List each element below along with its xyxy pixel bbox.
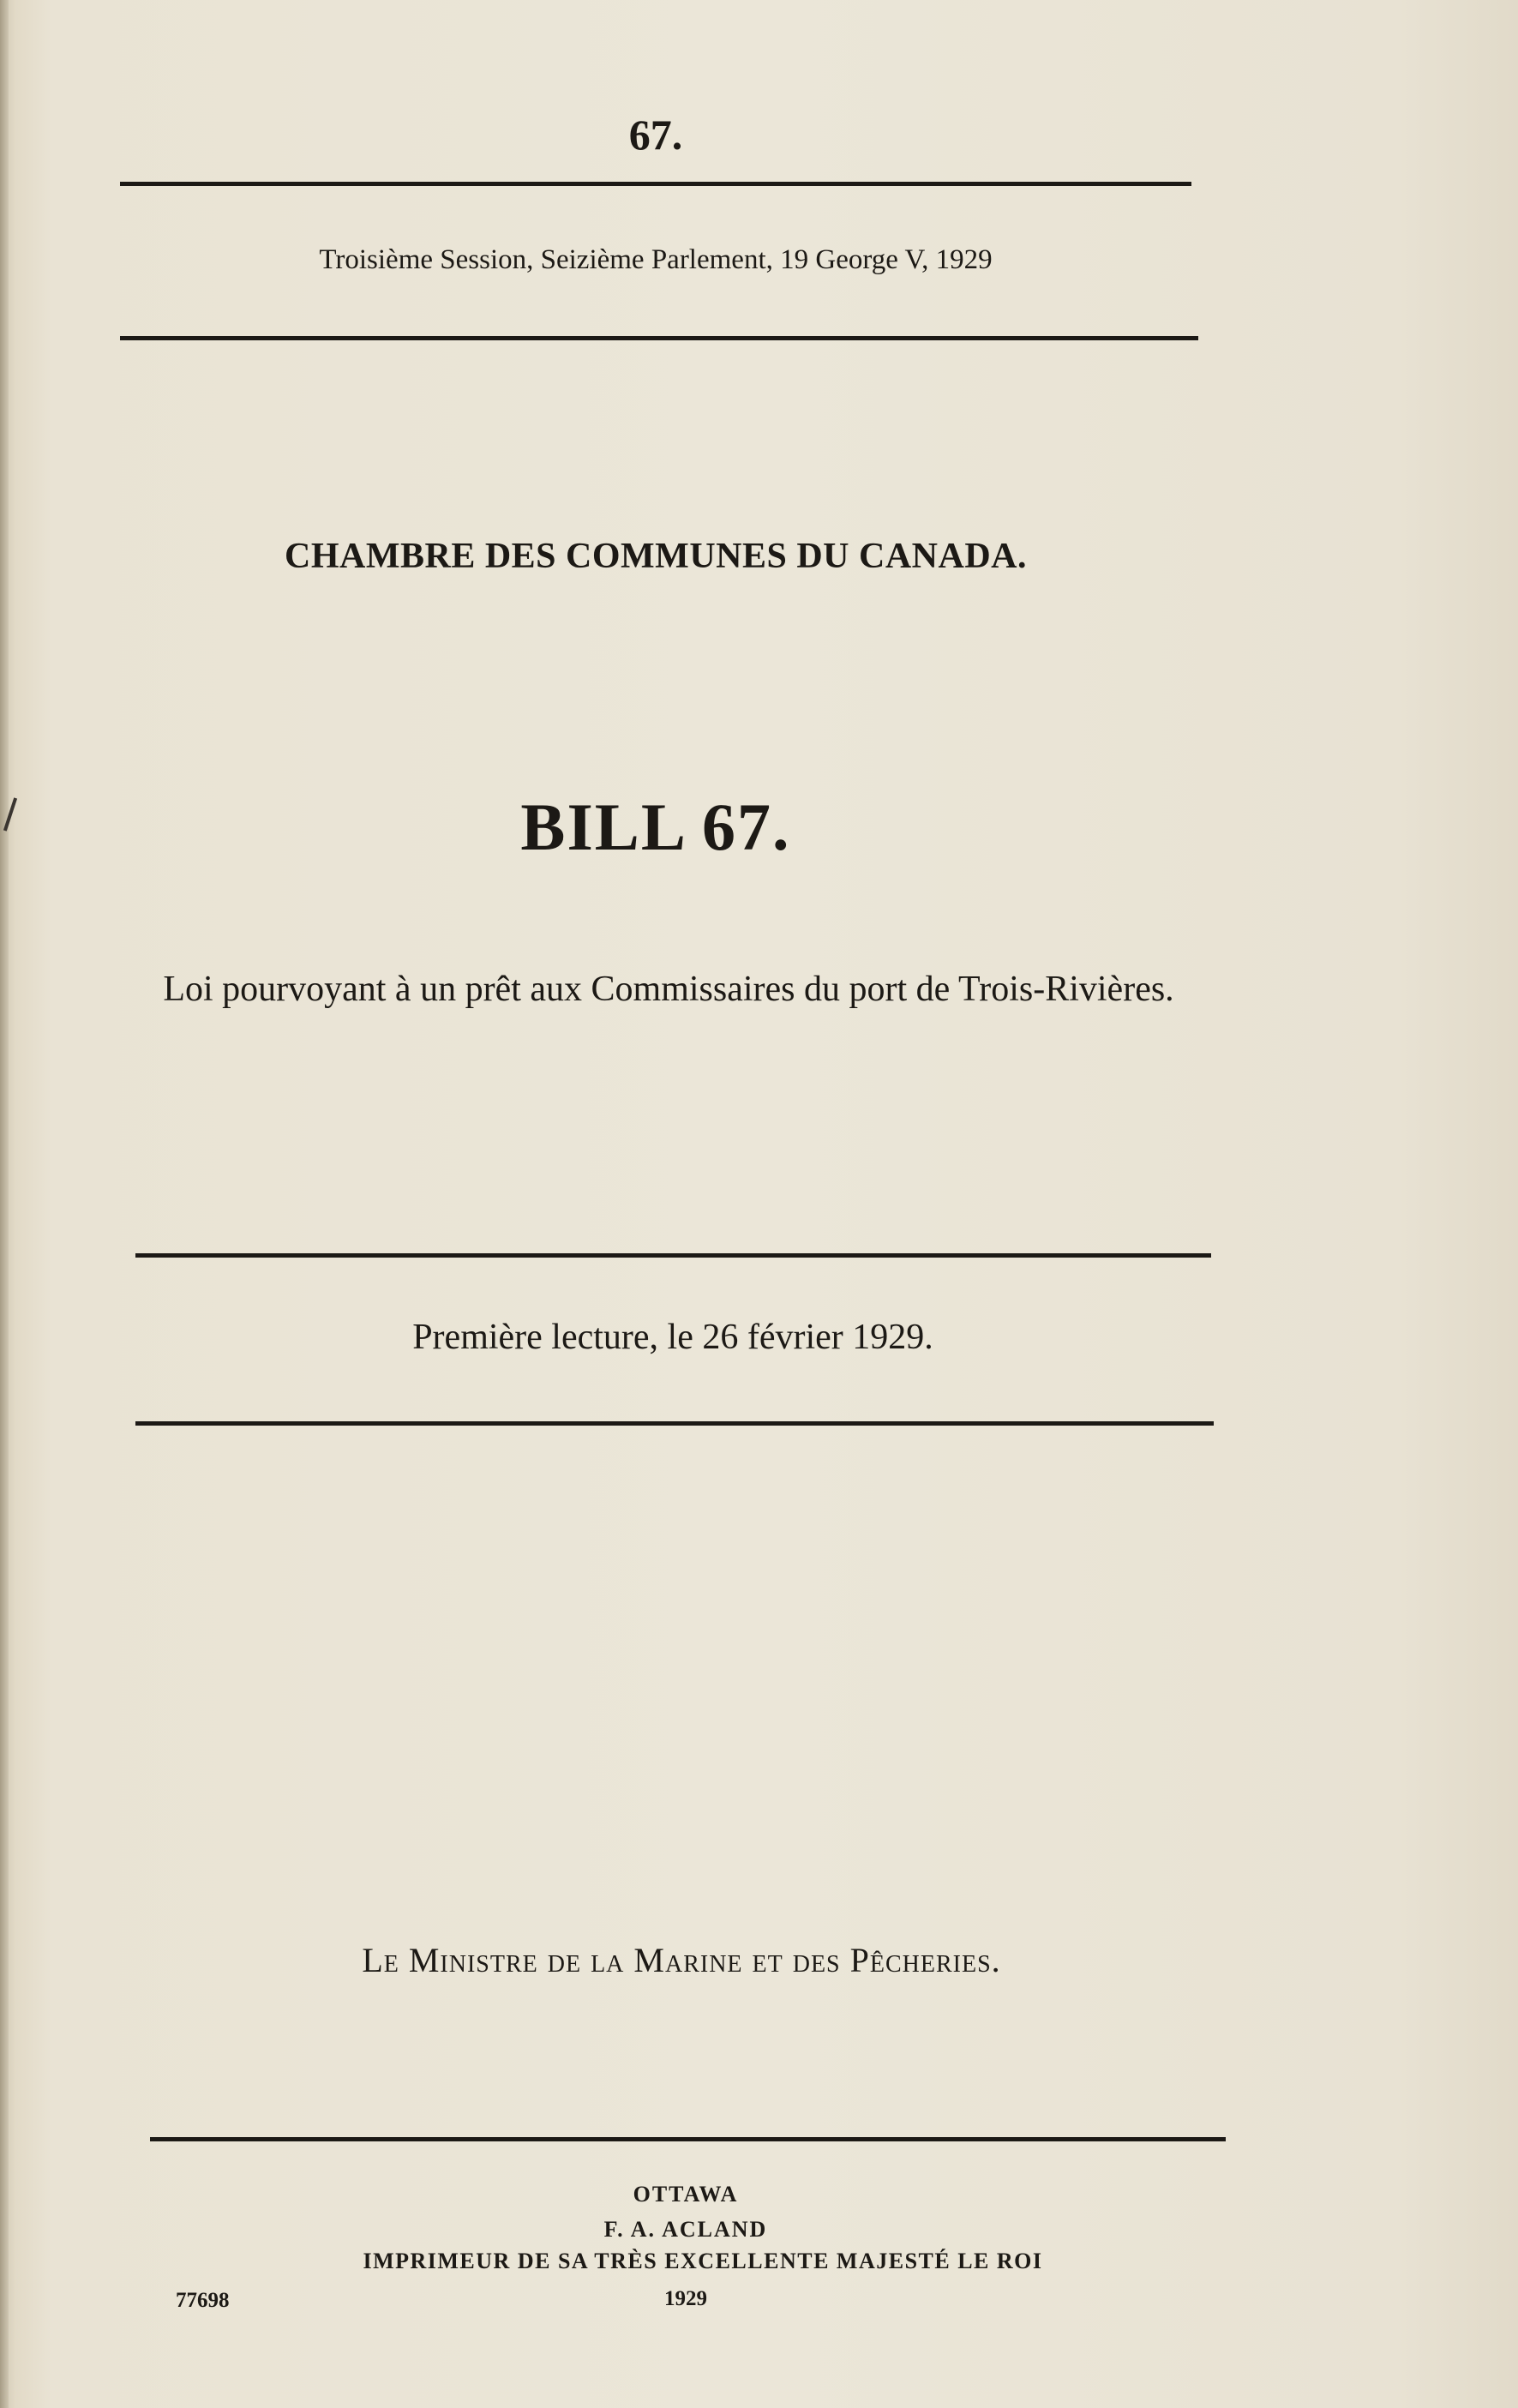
minister-line: Le Ministre de la Marine et des Pêcheries. — [362, 1941, 1001, 1979]
imprint-printer: F. A. ACLAND — [603, 2217, 768, 2242]
chamber-heading: CHAMBRE DES COMMUNES DU CANADA. — [285, 537, 1027, 576]
session-rule — [120, 336, 1198, 340]
page-spine-shadow — [0, 0, 9, 2408]
bill-title: BILL 67. — [520, 790, 791, 864]
print-code: 77698 — [176, 2289, 230, 2312]
imprint-year: 1929 — [664, 2287, 707, 2310]
top-rule — [120, 182, 1191, 186]
page-number: 67. — [628, 111, 683, 159]
session-line: Troisième Session, Seizième Parlement, 19 George V, 1929 — [319, 244, 993, 275]
reading-bottom-rule — [135, 1421, 1214, 1426]
imprint-city: OTTAWA — [633, 2182, 739, 2207]
first-reading-line: Première lecture, le 26 février 1929. — [412, 1318, 933, 1357]
bill-description: Loi pourvoyant à un prêt aux Commissaires du port de Trois-Rivières. — [163, 970, 1174, 1009]
imprint-printer-title: IMPRIMEUR DE SA TRÈS EXCELLENTE MAJESTÉ LE ROI — [363, 2249, 1043, 2273]
reading-top-rule — [135, 1253, 1211, 1258]
imprint-rule — [150, 2137, 1226, 2141]
